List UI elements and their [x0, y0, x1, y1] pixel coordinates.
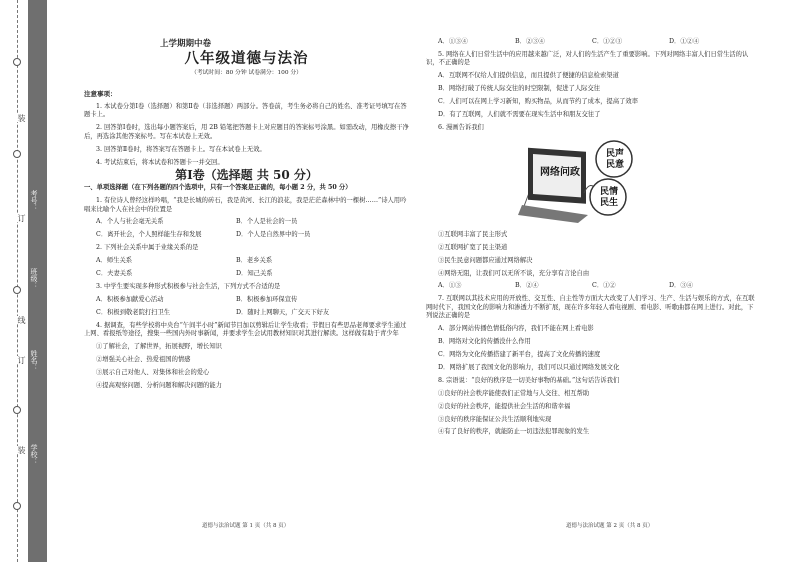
- page-footer: 道德与法治试题 第 2 页（共 8 页）: [566, 523, 654, 529]
- question-4-item: ①了解社会，了解世界，拓展视野，增长知识: [96, 343, 222, 350]
- question-6-item: ③民生民意问题都应通过网络解决: [438, 256, 533, 264]
- option: A．师生关系: [96, 257, 133, 265]
- cartoon-screen-text: 网络问政: [540, 166, 580, 178]
- question-1-options: [84, 231, 409, 240]
- binding-mark: 订: [8, 214, 26, 222]
- cartoon-bubble-text: 民生: [600, 197, 619, 208]
- option: A．①③: [438, 282, 462, 290]
- binding-dashed-line: [17, 0, 18, 562]
- notice-item: 3. 回答第Ⅱ卷时，将答案写在答题卡上。写在本试卷上无效。: [96, 145, 266, 153]
- question-6-options: [426, 282, 756, 291]
- option: A．积极参加献爱心活动: [96, 295, 164, 303]
- right-page: [426, 38, 756, 437]
- binding-mark: 装: [8, 446, 26, 454]
- question-1: 1. 有位诗人曾经这样吟唱，“我是长城的砖石，我是黄河、长江的浪花，我是茫茫森林中的一棵树……”诗人用吟唱来比喻个人在社会中的位置是: [84, 196, 407, 213]
- option: B．网络打破了传统人际交往的时空限制，促进了人际交往: [438, 85, 601, 93]
- section-title: 第Ⅰ卷（选择题 共 50 分）: [175, 168, 318, 183]
- option: B．积极参加环保宣传: [236, 295, 298, 303]
- option: C．人们可以在网上学习新知，购买物品，从而节约了成本，提高了效率: [438, 98, 639, 106]
- binding-mark: 装: [8, 114, 26, 122]
- question-2-options: [84, 257, 409, 266]
- binding-hole-icon: [13, 286, 21, 294]
- question-3: 3. 中学生要实现多种形式积极参与社会生活，下列方式不合适的是: [96, 282, 281, 290]
- option: B．②③④: [515, 38, 545, 45]
- question-6-item: ②互联网扩宽了民主渠道: [438, 243, 508, 251]
- option: D．随时上网聊天，广交天下好友: [236, 308, 330, 316]
- question-8-item: ①良好的社会秩序能使我们正常地与人交往、相互帮助: [438, 389, 590, 397]
- binding-hole-icon: [13, 406, 21, 414]
- option: A．部分网站传播色情低俗内容，我们不能在网上看电影: [438, 325, 594, 333]
- notice-item: 4. 考试结束后，将本试卷和答题卡一并交回。: [96, 158, 224, 166]
- question-3-options: [84, 309, 409, 318]
- name-field: 姓名：: [30, 350, 38, 371]
- question-5: 5. 网络在人们日常生活中的应用越来越广泛，对人们的生活产生了重要影响。下列对网络丰富人们日常生活的认识，不正确的是: [426, 50, 749, 67]
- binding-field-band: [28, 0, 47, 562]
- question-4-item: ③展示自己对他人、对集体和社会的爱心: [96, 368, 210, 376]
- question-4-options: [426, 38, 756, 47]
- option: C．夫妻关系: [96, 269, 133, 277]
- question-8-item: ④有了良好的秩序，就能防止一切违法犯罪现象的发生: [438, 428, 590, 436]
- school-field: 学校：: [30, 444, 38, 465]
- binding-mark: 订: [8, 356, 26, 364]
- option: C．离开社会，个人照样能生存和发展: [96, 231, 202, 239]
- binding-margin: [4, 0, 26, 562]
- option: B．网络对文化的传播没什么作用: [438, 338, 531, 346]
- question-4: 4. 据调查，有些学校将中央台“午间半小时”新闻节目加以剪辑后让学生收看；节假日有些思品老师要求学生通过上网、看报纸等途径，搜集一些国内外时事新闻，并要求学生会试用教材知识对其进行解读。这样做有助于青少年: [84, 321, 407, 338]
- option: D．有了互联网，人们就不需要在现实生活中和朋友交往了: [438, 111, 601, 119]
- cartoon-image: [518, 139, 648, 227]
- option: B．个人是社会的一员: [236, 218, 298, 226]
- id-field: 考号：: [30, 190, 38, 211]
- option: D．①②④: [669, 38, 700, 45]
- exam-term: 上学期期中卷: [160, 39, 212, 49]
- question-1-options: [84, 218, 409, 227]
- notice-item: 1. 本试卷分第Ⅰ卷（选择题）和第Ⅱ卷（非选择题）两部分。答卷前，考生务必将自己的姓名、准考证号填写在答题卡上。: [84, 102, 407, 119]
- option: C．网络为文化传播搭建了新平台，提高了文化传播的速度: [438, 351, 601, 359]
- page-footer: 道德与法治试题 第 1 页（共 8 页）: [202, 523, 290, 529]
- option: C．①②: [592, 282, 616, 290]
- class-field: 班级：: [30, 268, 38, 289]
- exam-title: 八年级道德与法治: [184, 49, 309, 67]
- cartoon-bubble-text: 民情: [600, 186, 619, 197]
- left-page: [84, 34, 409, 390]
- binding-hole-icon: [13, 150, 21, 158]
- notice-item: 2. 回答第Ⅰ卷时，选出每小题答案后，用 2B 铅笔把答题卡上对应题目的答案标号涂黑。如需改动，用橡皮擦干净后，再选涂其他答案标号。写在本试卷上无效。: [84, 124, 409, 140]
- binding-strip: [0, 0, 47, 562]
- option: C．积极到敬老院打扫卫生: [96, 308, 171, 316]
- notice-title: 注意事项：: [84, 89, 117, 98]
- question-6-item: ①互联网丰富了民主形式: [438, 230, 508, 238]
- cartoon-bubble-text: 民意: [606, 159, 625, 170]
- option: A．个人与社会毫无关系: [96, 218, 164, 226]
- sub-section-title: 一、单项选择题（在下列各题的四个选项中，只有一个答案是正确的，每小题 2 分，共 50 分）: [84, 184, 352, 192]
- option: D．知己关系: [236, 269, 273, 277]
- cartoon-bubble-text: 民声: [606, 148, 625, 159]
- binding-hole-icon: [13, 58, 21, 66]
- option: A．互联网不仅给人们提供信息，而且提供了便捷的信息检索渠道: [438, 72, 619, 80]
- question-2: 2. 下列社会关系中属于业缘关系的是: [96, 244, 199, 252]
- question-6-item: ④网络无阻，让我们可以无所不谈，充分享有言论自由: [438, 269, 590, 277]
- option: D．网络扩展了我国文化的影响力，我们可以只通过网络发展文化: [438, 364, 620, 372]
- question-3-options: [84, 296, 409, 305]
- question-4-item: ②增强关心社会、热爱祖国的情感: [96, 355, 191, 363]
- option: B．老乡关系: [236, 257, 273, 265]
- option: B．②④: [515, 282, 539, 290]
- question-6: 6. 漫画告诉我们: [438, 123, 484, 131]
- option: D．个人是自然界中的一员: [236, 231, 311, 239]
- exam-meta: （考试时间：80 分钟 试卷满分：100 分）: [191, 70, 302, 77]
- question-2-options: [84, 270, 409, 279]
- cartoon-drawing: [518, 139, 648, 227]
- question-4-item: ④提高观察问题、分析问题和解决问题的能力: [96, 381, 222, 389]
- binding-hole-icon: [13, 502, 21, 510]
- option: A．①③④: [438, 38, 468, 45]
- option: C．①②③: [592, 38, 623, 45]
- option: D．③④: [669, 282, 693, 290]
- question-7: 7. 互联网以其技术应用的开放性、交互性、自主性等方面大大改变了人们学习、生产、生活与娱乐的方式，在互联网时代下，我国文化的影响力和渗透力不断扩展，现在许多年轻人看电视剧、看电影、听歌曲都在网上进行。对此，下列说法正确的是: [426, 295, 755, 320]
- binding-mark: 线: [8, 316, 26, 324]
- question-8-item: ②良好的社会秩序，能提供社会生活的和谐幸福: [438, 402, 571, 410]
- question-8: 8. 宗语说：“良好的秩序是一切美好事物的基础。”这句话告诉我们: [438, 376, 620, 384]
- question-8-item: ③良好的秩序能保证公共生活顺利地实现: [438, 415, 552, 423]
